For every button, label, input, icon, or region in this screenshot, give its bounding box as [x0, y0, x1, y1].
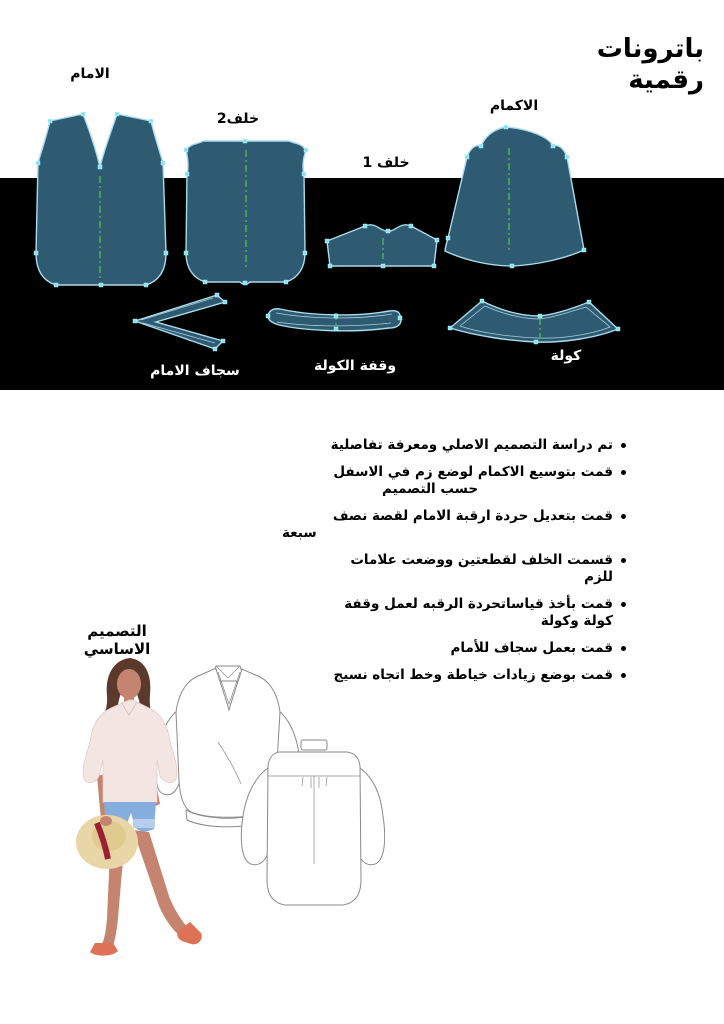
bullet-item-4: قسمت الخلف لقطعتين ووضعت علامات للزم — [282, 552, 630, 586]
front-pattern-piece — [36, 114, 166, 285]
bullet-dot — [621, 514, 626, 519]
basic-design-label: التصميم الاساسي — [83, 622, 151, 658]
collar-pattern-piece — [450, 301, 618, 342]
sleeve-pattern-piece — [445, 127, 584, 266]
page-title-line1: باترونات — [596, 34, 704, 64]
back2-pattern-piece — [186, 141, 306, 284]
bullet-item-7: قمت بوضع زيادات خياطة وخط اتجاه نسيج — [282, 667, 630, 684]
basic-design-illustration — [45, 652, 385, 972]
back1-pattern-piece — [327, 225, 437, 266]
bullet-dot — [621, 673, 626, 678]
bullet-item-3: قمت بتعديل حردة ارقبة الامام لقصة نصف سبعة — [282, 508, 630, 542]
bullet-item-2: قمت بتوسيع الاكمام لوضع زم في الاسفل حسب التصميم — [282, 464, 630, 498]
page-title-line2: رقمية — [628, 65, 704, 95]
front-facing-pattern-piece — [135, 295, 225, 349]
bullet-dot — [621, 443, 626, 448]
label-back1-piece: خلف 1 — [362, 155, 410, 171]
pattern-pieces-canvas — [0, 0, 724, 400]
label-collar-stand-piece: وقفة الكولة — [313, 358, 397, 374]
label-back2-piece: خلف2 — [216, 111, 260, 127]
label-collar-piece: كولة — [550, 348, 582, 364]
bullet-item-6: قمت بعمل سجاف للأمام — [282, 640, 630, 657]
bullet-item-1: تم دراسة التصميم الاصلي ومعرفة تفاصلية — [282, 437, 630, 454]
bullet-dot — [621, 602, 626, 607]
bullet-dot — [621, 646, 626, 651]
bullet-dot — [621, 470, 626, 475]
bullet-item-5: قمت بأخذ قياساتحردة الرقبه لعمل وقفة كولة وكولة — [282, 596, 630, 630]
bullet-dot — [621, 558, 626, 563]
label-front-piece: الامام — [70, 66, 110, 82]
label-sleeve-piece: الاكمام — [489, 98, 539, 114]
label-front-facing-piece: سجاف الامام — [150, 363, 240, 379]
